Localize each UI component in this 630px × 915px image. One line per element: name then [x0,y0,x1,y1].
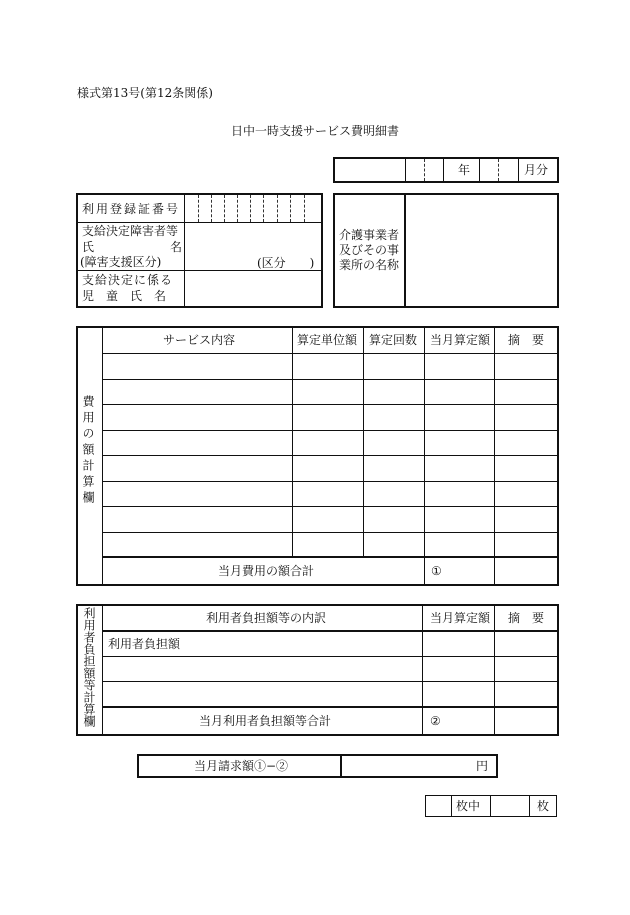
cost-total-label: 当月費用の額合計 [218,564,315,578]
year-label: 年 [458,163,471,177]
pages-of-label: 枚中 [456,799,481,813]
recipient-label-3: (障害支援区分) [80,255,162,269]
provider-label-2: 及びその事 [339,243,400,257]
burden-breakdown-header: 利用者負担額等の内訳 [206,611,327,625]
month-label: 月分 [524,163,549,177]
pages-unit-label: 枚 [537,799,550,813]
provider-label-1: 介護事業者 [339,228,400,242]
recipient-label-2b: 名 [170,240,183,254]
burden-amount-header: 当月算定額 [430,611,491,625]
claim-unit: 円 [476,759,489,773]
col-note: 摘 要 [508,333,545,347]
col-month-amount: 当月算定額 [430,333,491,347]
col-count: 算定回数 [369,333,418,347]
claim-box [137,754,498,778]
cost-total-mark: ① [431,564,442,578]
provider-label-3: 業所の名称 [339,258,400,272]
recipient-label-1: 支給決定障害者等 [82,224,179,238]
category-field[interactable]: (区分 ) [257,256,315,270]
burden-side-label: 利用者負担額等計算欄 [82,607,96,727]
cost-section [76,326,559,586]
child-label-1: 支給決定に係る [82,273,174,287]
burden-row-1: 利用者負担額 [108,637,181,651]
form-number: 様式第13号(第12条関係) [77,86,213,100]
page-title: 日中一時支援サービス費明細書 [231,124,400,138]
col-service: サービス内容 [163,333,236,347]
claim-label: 当月請求額①−② [194,759,289,773]
recipient-label-2a: 氏 [82,240,95,254]
col-unit: 算定単位額 [297,333,358,347]
burden-note-header: 摘 要 [508,611,545,625]
burden-total-mark: ② [430,714,441,728]
child-label-2: 児 童 氏 名 [82,289,167,303]
burden-total-label: 当月利用者負担額等合計 [199,714,332,728]
reg-no-label: 利用登録証番号 [82,202,181,216]
cost-side-label: 費用の額計算欄 [81,395,95,507]
